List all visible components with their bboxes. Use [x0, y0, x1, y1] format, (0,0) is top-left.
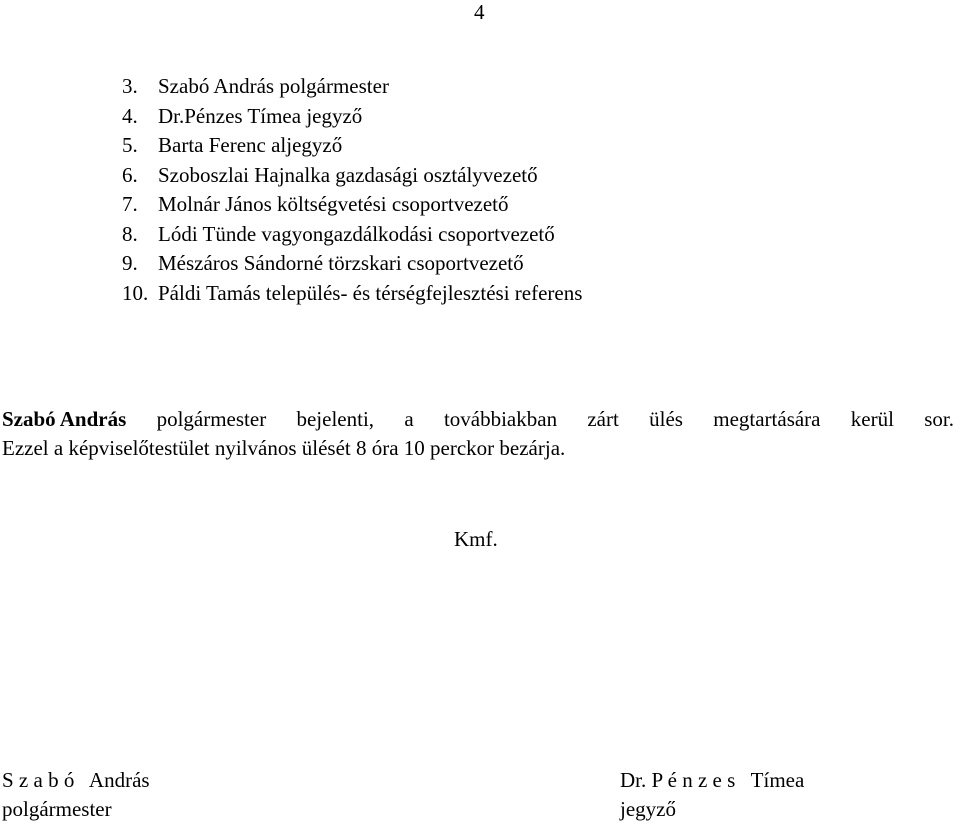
list-item-text: Lódi Tünde vagyongazdálkodási csoportvezető	[158, 221, 555, 246]
list-item-text: Páldi Tamás település- és térségfejlesztési referens	[158, 280, 583, 305]
list-item	[122, 220, 582, 250]
closing-word: megtartására	[713, 407, 821, 431]
list-item-number: 8.	[122, 221, 138, 246]
signature-name: S z a b ó András	[2, 768, 150, 792]
list-item	[122, 249, 582, 279]
list-item-number: 4.	[122, 103, 138, 128]
list-item-text: Szabó András polgármester	[158, 74, 389, 98]
list-item-text: Mészáros Sándorné törzskari csoportvezető	[158, 251, 524, 275]
closing-word: kerül	[850, 407, 894, 431]
list-item-number: 7.	[122, 192, 138, 216]
list-item-number: 6.	[122, 162, 138, 187]
list-item	[122, 190, 582, 220]
closing-paragraph	[2, 405, 954, 463]
list-item	[122, 279, 582, 309]
closing-word: bejelenti,	[296, 407, 375, 431]
list-item-number: 5.	[122, 133, 138, 157]
list-item-number: 3.	[122, 74, 138, 98]
signature-right	[620, 766, 804, 824]
page-number: 4	[474, 0, 485, 24]
kmf-label: Kmf.	[454, 527, 498, 551]
list-item-text: Molnár János költségvetési csoportvezető	[158, 192, 509, 216]
signature-title: jegyző	[620, 797, 676, 821]
list-item-number: 9.	[122, 251, 138, 275]
closing-word: ülés	[649, 407, 683, 431]
list-item	[122, 72, 582, 102]
list-item	[122, 161, 582, 191]
list-item-text: Szoboszlai Hajnalka gazdasági osztályvezető	[158, 162, 538, 187]
signature-name: Dr. P é n z e s Tímea	[620, 768, 805, 792]
list-item-text: Dr.Pénzes Tímea jegyző	[158, 103, 363, 128]
attendee-list	[122, 72, 582, 308]
closing-word: továbbiakban	[443, 407, 558, 431]
signature-title: polgármester	[2, 797, 112, 821]
list-item-number: 10.	[122, 280, 149, 305]
signature-left	[2, 766, 150, 824]
closing-line-1	[2, 405, 954, 434]
chair-name: Szabó András	[2, 407, 127, 431]
list-item	[122, 131, 582, 161]
list-item-text: Barta Ferenc aljegyző	[158, 133, 343, 157]
list-item	[122, 102, 582, 132]
closing-word: polgármester	[156, 407, 267, 431]
closing-word: zárt	[587, 407, 619, 431]
closing-line-2: Ezzel a képviselőtestület nyilvános ülését 8 óra 10 perckor bezárja.	[2, 436, 566, 460]
closing-word: a	[404, 407, 414, 431]
closing-word: sor.	[924, 407, 954, 431]
